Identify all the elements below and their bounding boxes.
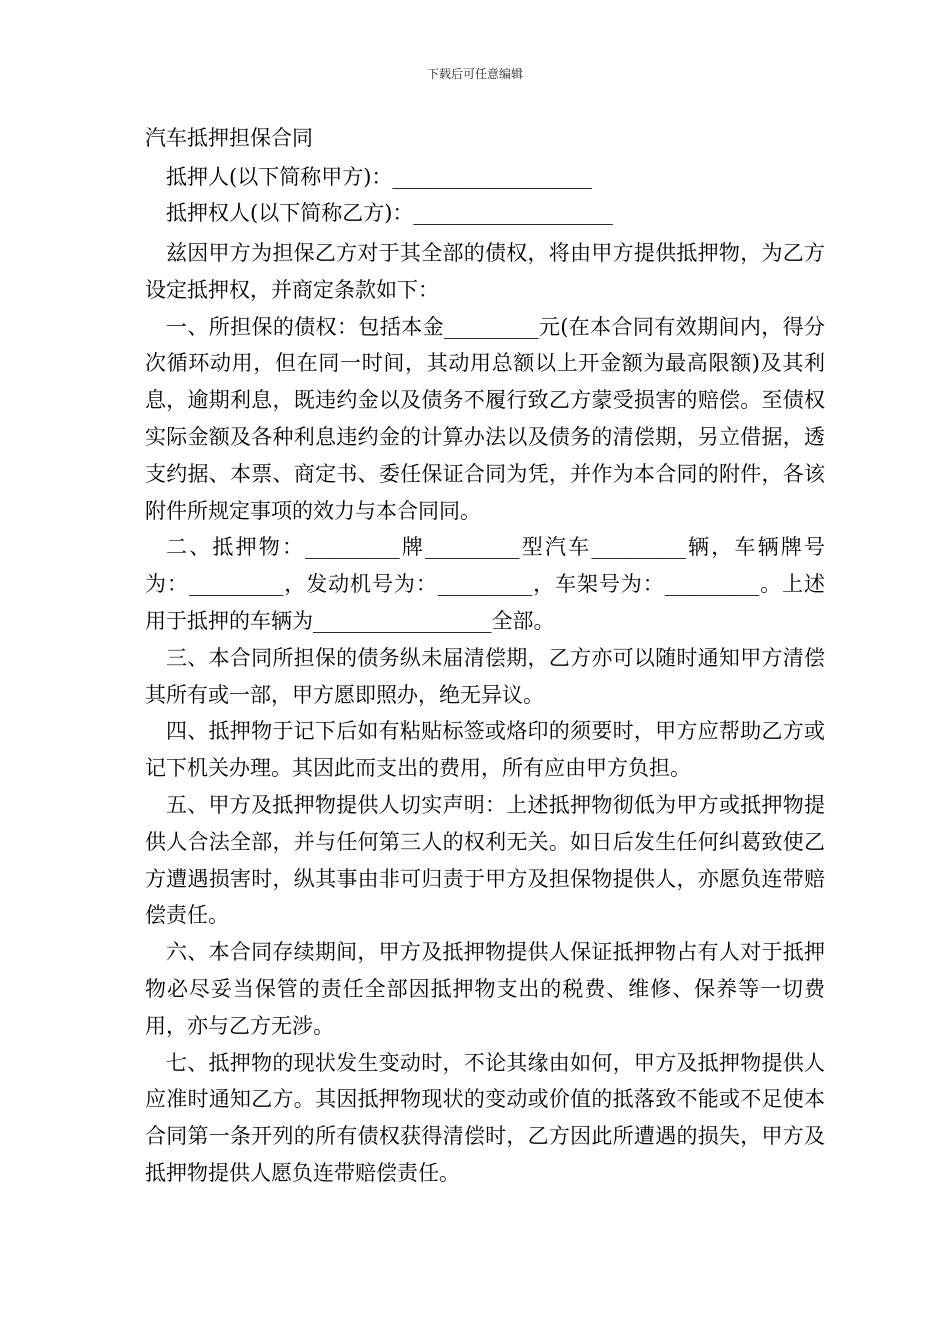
clause-7-paragraph: 七、抵押物的现状发生变动时，不论其缘由如何，甲方及抵押物提供人应准时通知乙方。其因抵押物现状的变动或价值的抵落致不能或不足使本合同第一条开列的所有债权获得清偿时，乙方因此所遭遇的损失，甲方及抵押物提供人愿负连带赔偿责任。	[145, 1050, 825, 1185]
intro-paragraph: 兹因甲方为担保乙方对于其全部的债权，将由甲方提供抵押物，为乙方设定抵押权，并商定条款如下：	[145, 241, 825, 302]
contract-body	[145, 121, 825, 1192]
document-title: 汽车抵押担保合同	[145, 126, 313, 150]
party-b-line: 抵押权人(以下简称乙方)：___________________	[166, 201, 613, 225]
clause-4-paragraph: 四、抵押物于记下后如有粘贴标签或烙印的须要时，甲方应帮助乙方或记下机关办理。其因此而支出的费用，所有应由甲方负担。	[145, 719, 825, 781]
clause-3-paragraph: 三、本合同所担保的债务纵未届清偿期，乙方亦可以随时通知甲方清偿其所有或一部，甲方愿即照办，绝无异议。	[145, 645, 825, 707]
clause-2-paragraph: 二、抵押物：_________牌_________型汽车_________辆，车辆牌号为：_________，发动机号为：_________，车架号为：_________。上述用于抵押的车辆为_________________全部。	[145, 535, 825, 633]
clause-1-paragraph: 一、所担保的债权：包括本金_________元(在本合同有效期间内，得分次循环动用，但在同一时间，其动用总额以上开金额为最高限额)及其利息，逾期利息，既违约金以及债务不履行致乙方蒙受损害的赔偿。至债权实际金额及各种利息违约金的计算办法以及债务的清偿期，另立借据，透支约据、本票、商定书、委任保证合同为凭，并作为本合同的附件，各该附件所规定事项的效力与本合同同。	[145, 314, 825, 523]
party-a-line: 抵押人(以下简称甲方)：___________________	[166, 165, 592, 189]
page-header-note: 下载后可任意编辑	[426, 67, 523, 81]
clause-5-paragraph: 五、甲方及抵押物提供人切实声明：上述抵押物彻低为甲方或抵押物提供人合法全部，并与任何第三人的权利无关。如日后发生任何纠葛致使乙方遭遇损害时，纵其事由非可归责于甲方及担保物提供人，亦愿负连带赔偿责任。	[145, 792, 825, 928]
clause-6-paragraph: 六、本合同存续期间，甲方及抵押物提供人保证抵押物占有人对于抵押物必尽妥当保管的责任全部因抵押物支出的税费、维修、保养等一切费用，亦与乙方无涉。	[145, 940, 825, 1038]
